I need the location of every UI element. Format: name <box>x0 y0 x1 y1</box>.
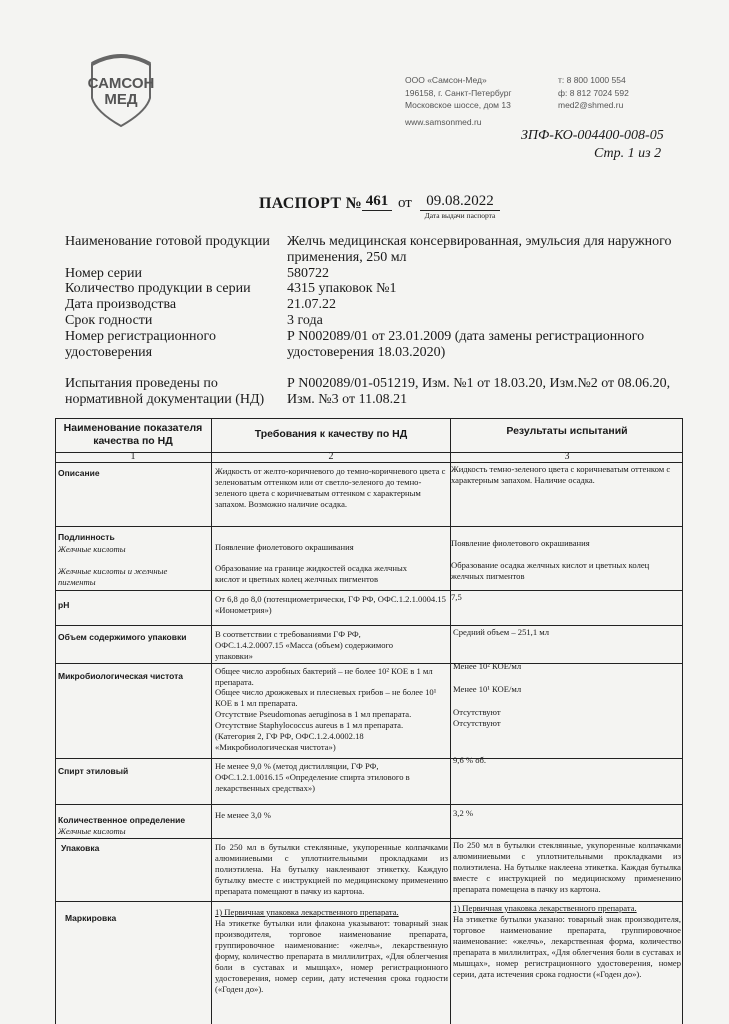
row-result-heading: 1) Первичная упаковка лекарственного препарата. <box>453 903 637 913</box>
row-name: Подлинность <box>58 532 115 542</box>
col-number-1: 1 <box>130 451 136 462</box>
row-name: Описание <box>58 468 100 478</box>
email: med2@shmed.ru <box>558 100 624 110</box>
phone: т: 8 800 1000 554 <box>558 75 626 85</box>
info-label-registration: Номер регистрационного удостоверения <box>65 329 216 360</box>
row-requirement: Отсутствие Staphylococcus aureus в 1 мл препарата. <box>215 720 404 730</box>
passport-number: 461 <box>362 193 392 211</box>
quality-table <box>55 418 683 1024</box>
title-ot: от <box>398 195 412 211</box>
info-value-quantity: 4315 упаковок №1 <box>287 281 397 296</box>
row-requirement: Не менее 9,0 % (метод дистилляции, ГФ РФ, ОФС.1.2.1.0016.15 «Определение спирта этилового в лекарственных средствах») <box>215 761 410 793</box>
passport-date-caption: Дата выдачи паспорта <box>424 211 496 220</box>
info-value-registration: Р N002089/01 от 23.01.2009 (дата замены регистрационного удостоверения 18.03.2020) <box>287 329 645 360</box>
info-label-product: Наименование готовой продукции <box>65 234 270 249</box>
row-requirement-heading: 1) Первичная упаковка лекарственного препарата. <box>215 907 399 917</box>
row-result: Отсутствуют <box>453 707 501 717</box>
row-name: Маркировка <box>65 913 117 923</box>
company-address-line2: Московское шоссе, дом 13 <box>405 100 511 110</box>
logo-text-line1: САМСОН <box>87 75 155 92</box>
row-name: Спирт этиловый <box>58 766 129 776</box>
info-value-shelf-life: 3 года <box>287 313 323 328</box>
row-result: 3,2 % <box>453 808 474 818</box>
info-label-production-date: Дата производства <box>65 297 177 312</box>
col-header-requirements: Требования к качеству по НД <box>254 428 408 440</box>
row-result: На этикетке бутылки указано: товарный знак производителя, торговое наименование препарата, группировочное наименование: «желчь», лекарственная форма, количество препарата в миллилитрах, «Для облегчения боли в суставах и мышцах», номер регистрационного удостоверения, номер серии, дата истечения срока годности («Годен до»). <box>453 914 681 979</box>
row-requirement: В соответствии с требованиями ГФ РФ, ОФС.1.4.2.0007.15 «Масса (объем) содержимого упаковки» <box>215 629 394 661</box>
row-requirement: Общее число дрожжевых и плесневых грибов – не более 10¹ КОЕ в 1 мл препарата. <box>215 687 437 708</box>
row-name: Количественное определение <box>58 815 186 825</box>
row-result: Менее 10² КОЕ/мл <box>453 661 522 671</box>
info-label-quantity: Количество продукции в серии <box>65 281 251 296</box>
row-result: По 250 мл в бутылки стеклянные, укупоренные колпачками алюминиевыми с уплотнительными прокладками из полиэтилена. На бутылке наклеена этикетка. Каждая бутылка вместе с инструкцией по медицинскому применению препарата помещена в пачку из картона. <box>453 840 681 894</box>
page-number: Стр. 1 из 2 <box>594 146 662 161</box>
passport-title: ПАСПОРТ № <box>259 195 363 212</box>
company-address-line1: 196158, г. Санкт-Петербург <box>405 87 512 98</box>
company-name: ООО «Самсон-Мед» <box>405 75 487 85</box>
company-contacts <box>558 74 629 112</box>
row-result: Жидкость темно-зеленого цвета с коричневатым оттенком с характерным запахом. Наличие осадка. <box>451 464 671 485</box>
document-code: ЗПФ-КО-004400-008-05 <box>521 128 664 143</box>
company-info <box>405 74 512 112</box>
row-result: Отсутствуют <box>453 718 501 728</box>
col-number-3: 3 <box>564 451 570 462</box>
row-result: Появление фиолетового окрашивания <box>451 538 590 548</box>
website: www.samsonmed.ru <box>405 117 482 127</box>
row-subname: Желчные кислоты <box>58 826 126 836</box>
col-header-indicator: Наименование показателя качества по НД <box>63 422 203 447</box>
fax: ф: 8 812 7024 592 <box>558 87 629 98</box>
col-number-2: 2 <box>328 451 334 462</box>
row-result: 9,6 % об. <box>453 755 487 765</box>
row-requirement: (Категория 2, ГФ РФ, ОФС.1.2.4.0002.18 «Микробиологическая чистота») <box>215 731 364 752</box>
info-label-shelf-life: Срок годности <box>65 313 153 328</box>
info-value-production-date: 21.07.22 <box>287 297 336 312</box>
info-value-normative-doc: Р N002089/01-051219, Изм. №1 от 18.03.20, Изм.№2 от 08.06.20, Изм. №3 от 11.08.21 <box>287 376 671 407</box>
row-requirement: Общее число аэробных бактерий – не более 10² КОЕ в 1 мл препарата. <box>215 666 433 687</box>
row-name: Упаковка <box>61 843 100 853</box>
row-requirement: Жидкость от желто-коричневого до темно-коричневого цвета с зеленоватым оттенком или от светло-зеленого до темно-зеленого цвета с коричневатым оттенком с характерным запахом. Возможно наличие осадка. <box>215 466 446 509</box>
row-result: Менее 10¹ КОЕ/мл <box>453 684 522 694</box>
passport-date: 09.08.2022 <box>420 193 500 211</box>
row-requirement: Образование на границе жидкостей осадка желчных кислот и цветных колец желчных пигментов <box>215 563 408 584</box>
row-result: Средний объем – 251,1 мл <box>453 627 550 637</box>
row-name: Микробиологическая чистота <box>58 671 184 681</box>
row-requirement: От 6,8 до 8,0 (потенциометрически, ГФ РФ, ОФС.1.2.1.0004.15 «Ионометрия») <box>215 594 446 615</box>
row-requirement: Отсутствие Pseudomonas aeruginosa в 1 мл препарата. <box>215 709 412 719</box>
info-value-product: Желчь медицинская консервированная, эмульсия для наружного применения, 250 мл <box>287 234 672 265</box>
row-requirement: На этикетке бутылки или флакона указывают: товарный знак производителя, торговое наименование препарата, группировочное наименование: «желчь», лекарственную форму, количество препарата в миллилитрах, «Для облегчения боли в суставах и мышцах», номер регистрационного удостоверения, номер серии, дату истечения срока годности («Годен до»). <box>215 918 448 994</box>
row-result: Образование осадка желчных кислот и цветных колец желчных пигментов <box>451 560 650 581</box>
info-label-normative-doc: Испытания проведены по нормативной документации (НД) <box>65 376 265 407</box>
info-label-series: Номер серии <box>65 266 142 281</box>
col-header-results: Результаты испытаний <box>506 425 628 437</box>
logo-text-line2: МЕД <box>104 91 138 108</box>
row-requirement: По 250 мл в бутылки стеклянные, укупоренные колпачками алюминиевыми с уплотнительными прокладками из полиэтилена. На бутылку наклеивают этикетку. Каждую бутылку вместе с инструкцией по медицинскому применению препарата помещают в пачку из картона. <box>215 842 448 896</box>
row-requirement: Не менее 3,0 % <box>215 810 271 820</box>
row-name: Объем содержимого упаковки <box>58 632 187 642</box>
row-name: pH <box>58 600 70 610</box>
row-subname: Желчные кислоты <box>58 544 126 554</box>
samson-med-logo <box>86 50 156 130</box>
row-subname: Желчные кислоты и желчные пигменты <box>58 566 168 587</box>
info-value-series: 580722 <box>287 266 329 281</box>
row-result: 7,5 <box>451 592 462 602</box>
row-requirement: Появление фиолетового окрашивания <box>215 542 354 552</box>
